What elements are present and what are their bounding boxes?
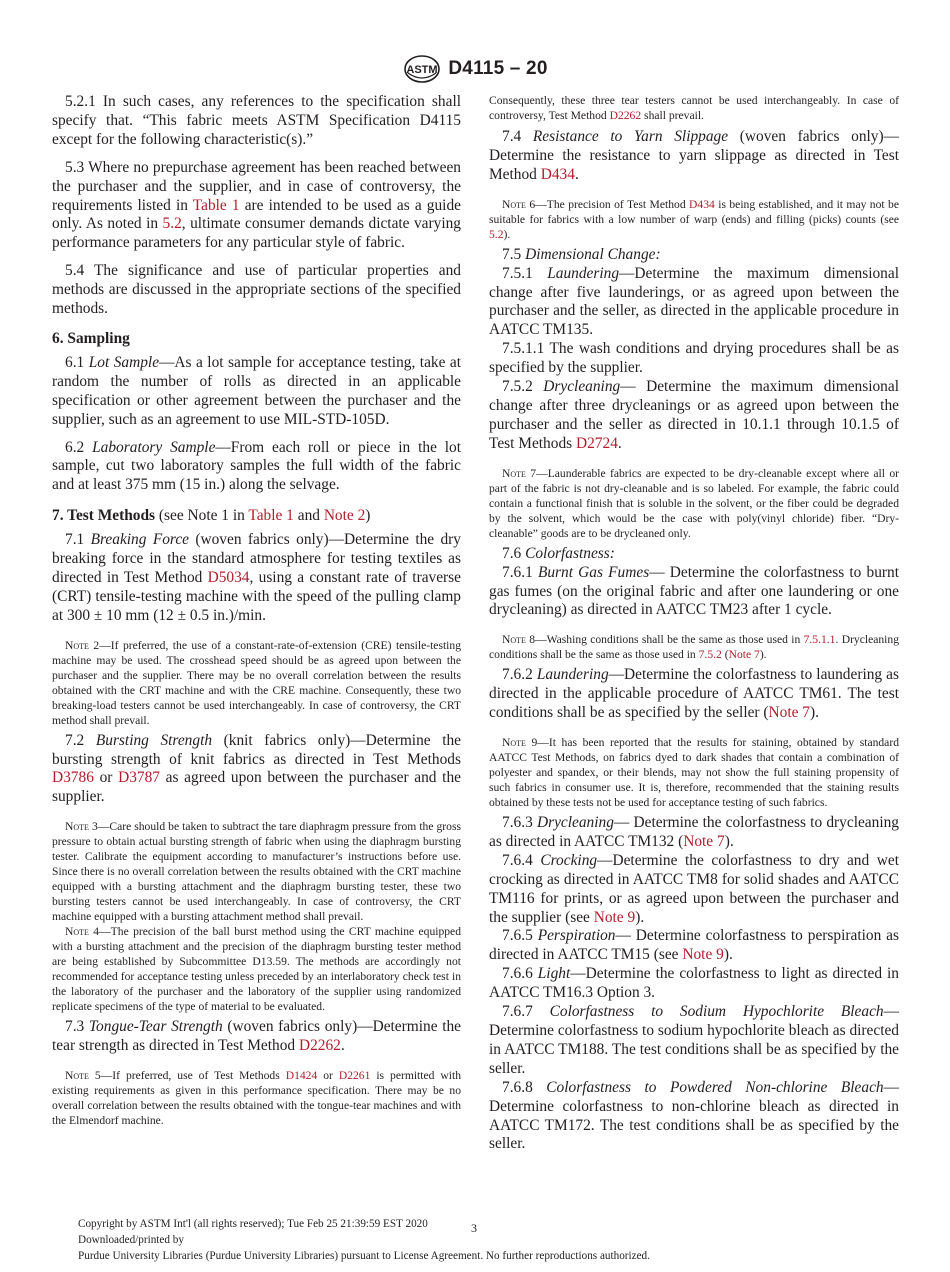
link-d2724[interactable]: D2724 [576, 434, 618, 452]
section-7-5-1-1: 7.5.1.1 The wash conditions and drying procedures shall be as specified by the supplier. [489, 340, 899, 377]
note-5: Note 5—If preferred, use of Test Methods D1424 or D2261 is permitted with existing requirements as given in this performance specification. There may be no overall correlation between the results obtained with the tongue-tear machines and with the Elmendorf machine. [52, 1069, 462, 1128]
link-note-9[interactable]: Note 9 [682, 946, 724, 964]
section-7-6-8: 7.6.8 Colorfastness to Powdered Non-chlorine Bleach—Determine colorfastness to non-chlorine bleach as directed in AATCC TM172. The test conditions shall be as specified by the seller. [489, 1078, 899, 1153]
license-line: Purdue University Libraries (Purdue University Libraries) pursuant to License Agreement. No further reproductions authorized. [78, 1250, 650, 1262]
note-8: Note 8—Washing conditions shall be the same as those used in 7.5.1.1. Drycleaning conditions shall be the same as those used in 7.5.2 (Note 7). [489, 633, 899, 662]
link-d434[interactable]: D434 [689, 197, 715, 211]
section-7-6-2: 7.6.2 Laundering—Determine the colorfastness to laundering as directed in the applicable procedure of AATCC TM61. The test conditions shall be as specified by the seller (Note 7). [489, 666, 899, 722]
link-d5034[interactable]: D5034 [207, 568, 250, 586]
note-4: Note 4—The precision of the ball burst method using the CRT machine equipped with a bursting attachment and the precision of the diaphragm bursting tester method are being established by Subcommittee D13.59. The methods are accordingly not recommended for acceptance testing unless preceded by an interlaboratory check test in the laboratory of the purchaser and the laboratory of the supplier using randomized replicate specimens of the type of material to be evaluated. [52, 925, 461, 1014]
copyright-line: Copyright by ASTM Int'l (all rights reserved); Tue Feb 25 21:39:59 EST 2020 [78, 1218, 428, 1230]
section-7-6-7: 7.6.7 Colorfastness to Sodium Hypochlorite Bleach—Determine colorfastness to sodium hypochlorite bleach as directed in AATCC TM188. The test conditions shall be as specified by the seller. [489, 1003, 899, 1077]
note-9: Note 9—It has been reported that the results for staining, obtained by standard AATCC Test Methods, on fabrics dyed to dark shades that contain a combination of polyester and spandex, or their blends, may not show the full staining propensity of such fabrics in consumer use. It is, therefore, recommended that the staining results obtained by these tests not be used for acceptance testing of such fabrics. [489, 736, 899, 810]
link-table-1[interactable]: Table 1 [248, 507, 294, 525]
link-7-5-2[interactable]: 7.5.2 [698, 648, 722, 662]
section-6-1: 6.1 Lot Sample—As a lot sample for acceptance testing, take at random the number of rolls as directed in an applicable specification or other agreement between the purchaser and the supplier, such as an agreement to use MIL-STD-105D. [52, 353, 461, 428]
link-d3786[interactable]: D3786 [52, 769, 94, 787]
section-5-4: 5.4 The significance and use of particular properties and methods are discussed in the appropriate sections of the specified methods. [52, 262, 461, 318]
link-note-7[interactable]: Note 7 [683, 832, 725, 850]
left-column [52, 93, 461, 1128]
heading-7-test-methods: 7. Test Methods (see Note 1 in Table 1 and Note 2) [52, 507, 371, 525]
section-7-2: 7.2 Bursting Strength (knit fabrics only)—Determine the bursting strength of knit fabrics as directed in Test Methods D3786 or D3787 as agreed upon between the purchaser and the supplier. [52, 731, 462, 806]
link-d2261[interactable]: D2261 [338, 1069, 371, 1083]
link-d3787[interactable]: D3787 [118, 769, 160, 787]
section-7-4: 7.4 Resistance to Yarn Slippage (woven fabrics only)—Determine the resistance to yarn slippage as directed in Test Method D434. [489, 128, 900, 183]
page-header [0, 54, 950, 84]
section-7-6: 7.6 Colorfastness: [502, 544, 615, 562]
astm-logo-icon [402, 53, 442, 85]
link-5-2[interactable]: 5.2 [489, 227, 504, 241]
link-d2262[interactable]: D2262 [609, 109, 642, 122]
section-7-5-2: 7.5.2 Drycleaning— Determine the maximum dimensional change after three drycleanings or as agreed upon between the purchaser and the seller as directed in 10.1.1 through 10.1.5 of Test Methods D2724. [489, 378, 899, 452]
note-6: Note 6—The precision of Test Method D434 is being established, and it may not be suitable for fabrics with a low number of warp (ends) and filling (picks) counts (see 5.2). [489, 197, 899, 241]
section-7-3: 7.3 Tongue-Tear Strength (woven fabrics only)—Determine the tear strength as directed in Test Method D2262. [52, 1018, 461, 1055]
link-d1424[interactable]: D1424 [285, 1069, 318, 1083]
section-7-6-5: 7.6.5 Perspiration— Determine colorfastness to perspiration as directed in AATCC TM15 (see Note 9). [489, 927, 899, 964]
section-7-6-1: 7.6.1 Burnt Gas Fumes— Determine the colorfastness to burnt gas fumes (on the original fabric and after one laundering or one drycleaning) as directed in AATCC TM23 after 1 cycle. [489, 563, 899, 619]
link-note-7[interactable]: Note 7 [768, 704, 810, 722]
note-7: Note 7—Launderable fabrics are expected to be dry-cleanable except where all or part of the fabric is not dry-cleanable and is so labeled. For example, the fabric could contain a functional finish that is soluble in the solvent, or the fiber could be degraded by the solvent, which would be the case with poly(vinyl chloride) fiber. “Dry-cleanable” goods are to be drycleaned only. [489, 466, 899, 540]
link-note-9[interactable]: Note 9 [593, 908, 636, 926]
section-5-3: 5.3 Where no prepurchase agreement has been reached between the purchaser and the supplier, and in case of controversy, the requirements listed in Table 1 are intended to be used as a guide only. As noted in 5.2, ultimate consumer demands dictate varying performance parameters for any particular style of fabric. [52, 158, 461, 252]
page-number: 3 [471, 1221, 477, 1235]
section-7-5: 7.5 Dimensional Change: [502, 245, 661, 263]
note-5-continued: Consequently, these three tear testers cannot be used interchangeably. In case of controversy, Test Method D2262 shall prevail. [489, 94, 899, 122]
section-7-1: 7.1 Breaking Force (woven fabrics only)—Determine the dry breaking force in the standard atmosphere for testing textiles as directed in Test Method D5034, using a constant rate of traverse (CRT) tensile-testing machine with the speed of the pulling clamp at 300 ± 10 mm (12 ± 0.5 in.)/min. [52, 531, 461, 624]
section-5-2-1: 5.2.1 In such cases, any references to the specification shall specify that. “This fabric meets ASTM Specification D4115 except for the following characteristic(s).” [52, 93, 461, 148]
document-id: D4115 – 20 [448, 58, 548, 79]
link-note-7[interactable]: Note 7 [728, 648, 760, 662]
download-line: Downloaded/printed by [78, 1234, 184, 1246]
link-d434[interactable]: D434 [540, 165, 575, 183]
link-5-2[interactable]: 5.2 [162, 215, 182, 233]
link-d2262[interactable]: D2262 [298, 1037, 341, 1055]
section-7-6-3: 7.6.3 Drycleaning— Determine the colorfastness to drycleaning as directed in AATCC TM132 (Note 7). [489, 814, 899, 850]
section-7-5-1: 7.5.1 Laundering—Determine the maximum dimensional change after five launderings, or as agreed upon between the purchaser and the seller, as directed in the applicable procedure in AATCC TM135. [489, 264, 899, 339]
section-7-6-6: 7.6.6 Light—Determine the colorfastness to light as directed in AATCC TM16.3 Option 3. [489, 965, 899, 1002]
link-note-2[interactable]: Note 2 [323, 507, 366, 525]
link-7-5-1-1[interactable]: 7.5.1.1 [803, 633, 836, 647]
section-6-2: 6.2 Laboratory Sample—From each roll or piece in the lot sample, cut two laboratory samples the full width of the fabric and at least 375 mm (15 in.) along the selvage. [52, 438, 462, 494]
section-7-6-4: 7.6.4 Crocking—Determine the colorfastness to dry and wet crocking as directed in AATCC TM8 for solid shades and AATCC TM116 for prints, or as agreed upon between the purchaser and the supplier (see Note 9). [489, 851, 899, 926]
page-footer [78, 1216, 650, 1264]
link-table-1[interactable]: Table 1 [192, 196, 240, 214]
note-3: Note 3—Care should be taken to subtract the tare diaphragm pressure from the gross pressure to obtain actual bursting strength of fabric when using the diaphragm bursting tester. Calibrate the equipment according to manufacturer’s instructions before use. Since there is no overall correlation between the results obtained with the CRT machine equipped with a bursting attachment and the diaphragm bursting tester, these two bursting testers cannot be used interchangeably. In case of controversy, the CRT machine equipped with a bursting attachment method shall prevail. [52, 820, 461, 924]
right-column [489, 93, 899, 1154]
note-2: Note 2—If preferred, the use of a constant-rate-of-extension (CRE) tensile-testing machine may be used. The crosshead speed should be as agreed upon between the purchaser and the supplier. There may be no overall correlation between the results obtained with the CRT machine and with the CRE machine. Consequently, these two breaking-load testers cannot be used interchangeably. In case of controversy, the CRT method shall prevail. [52, 638, 461, 727]
heading-6-sampling: 6. Sampling [52, 329, 130, 347]
svg-text:ASTM: ASTM [406, 64, 438, 76]
